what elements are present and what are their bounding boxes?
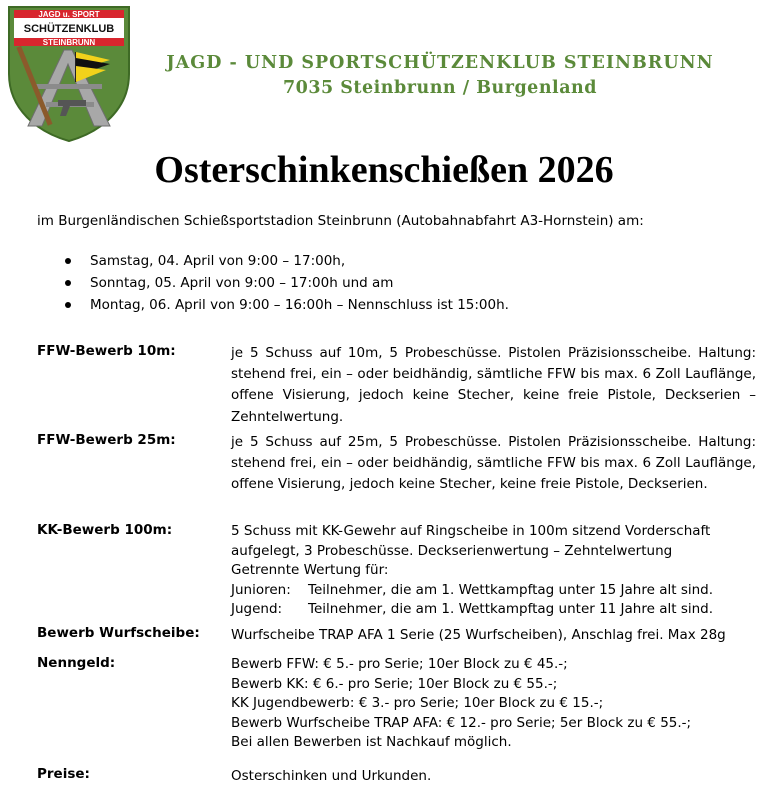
list-item: Montag, 06. April von 9:00 – 16:00h – Nennschluss ist 15:00h. [62,294,509,316]
list-item: Samstag, 04. April von 9:00 – 17:00h, [62,250,509,272]
day-list [62,250,509,316]
section-label: FFW-Bewerb 25m: [37,432,176,448]
kk-youth-text: Teilnehmer, die am 1. Wettkampftag unter 11 Jahre alt sind. [308,601,714,617]
kk-line: 5 Schuss mit KK-Gewehr auf Ringscheibe in 100m sitzend Vorderschaft [231,523,711,539]
kk-juniors [231,581,756,601]
section-label: FFW-Bewerb 10m: [37,343,176,359]
page-title: Osterschinkenschießen 2026 [154,149,614,191]
kk-line: aufgelegt, 3 Probeschüsse. Deckserienwertung – Zehntelwertung [231,542,673,559]
section-text: Osterschinken und Urkunden. [231,768,432,784]
intro-text: im Burgenländischen Schießsportstadion Steinbrunn (Autobahnabfahrt A3-Hornstein) am: [37,213,644,229]
fee-line: Bewerb Wurfscheibe TRAP AFA: € 12.- pro Serie; 5er Block zu € 55.-; [231,714,692,731]
club-address: 7035 Steinbrunn / Burgenland [282,78,597,98]
kk-youth [231,600,756,620]
fee-line: KK Jugendbewerb: € 3.- pro Serie; 10er Block zu € 15.-; [231,695,604,712]
section-text: je 5 Schuss auf 10m, 5 Probeschüsse. Pistolen Präzisionsscheibe. Haltung: stehend frei, ein – oder beidhändig, sämtliche FFW bis max. 6 Zoll Lauflänge, offene Visierung, jedoch keine Stecher, keine freie Pistole, Deckserien – Zehntelwertung. [231,345,756,425]
club-header [140,53,740,98]
fee-line: Bewerb KK: € 6.- pro Serie; 10er Block zu € 55.-; [231,675,558,692]
logo-text-middle: SCHÜTZENKLUB [23,23,115,35]
fee-line: Bei allen Bewerben ist Nachkauf möglich. [231,734,512,751]
kk-juniors-key: Junioren: [231,581,291,598]
section-text: je 5 Schuss auf 25m, 5 Probeschüsse. Pistolen Präzisionsscheibe. Haltung: stehend frei, ein – oder beidhändig, sämtliche FFW bis max. 6 Zoll Lauflänge, offene Visierung, jedoch keine Stecher, keine freie Pistole, Deckserien. [231,434,756,493]
club-name: JAGD - UND SPORTSCHÜTZENKLUB STEINBRUNN [166,53,714,73]
section-text [231,655,756,753]
section-label: KK-Bewerb 100m: [37,522,173,538]
section-label: Nenngeld: [37,655,116,671]
section-text: Wurfscheibe TRAP AFA 1 Serie (25 Wurfscheiben), Anschlag frei. Max 28g [231,627,726,643]
logo-text-top: JAGD u. SPORT [38,10,100,19]
kk-youth-key: Jugend: [231,601,283,617]
fee-line: Bewerb FFW: € 5.- pro Serie; 10er Block zu € 45.-; [231,656,568,672]
logo-text-bottom: STEINBRUNN [42,38,96,47]
list-item: Sonntag, 05. April von 9:00 – 17:00h und am [62,272,509,294]
kk-juniors-text: Teilnehmer, die am 1. Wettkampftag unter 15 Jahre alt sind. [308,581,714,598]
section-label: Bewerb Wurfscheibe: [37,625,200,641]
kk-line: Getrennte Wertung für: [231,562,389,578]
section-text [231,522,756,620]
club-logo [6,4,132,144]
section-label: Preise: [37,766,90,782]
